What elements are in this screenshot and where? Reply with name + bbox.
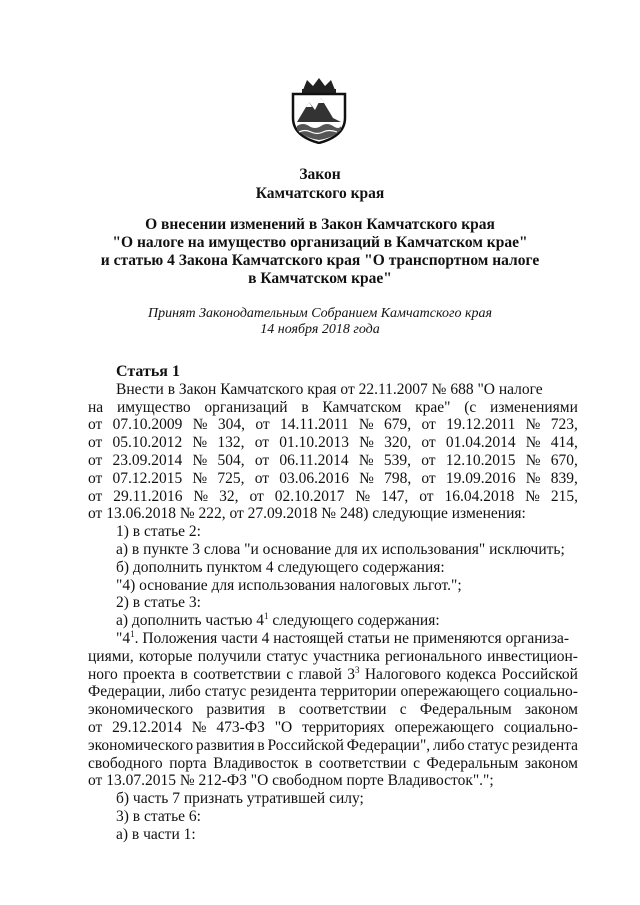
word: 02.10.2017 (274, 487, 345, 505)
body-line (88, 666, 578, 684)
word: на (88, 398, 104, 416)
word: в (301, 398, 309, 416)
word: Налогового (364, 665, 441, 683)
word: экономического (88, 701, 194, 719)
word: № (359, 469, 374, 487)
word: в (180, 665, 188, 683)
body-line: а) в пункте 3 слова "и основание для их использования" исключить; (116, 540, 565, 558)
word: от (88, 718, 103, 736)
word: от (255, 416, 270, 434)
subject-line: О внесении изменений в Закон Камчатского края (145, 216, 495, 233)
word: свободного (88, 754, 163, 772)
word: 504, (217, 451, 245, 469)
superscript: 3 (355, 664, 360, 675)
body-line (88, 683, 578, 701)
word: "О (274, 718, 293, 736)
word: 725, (217, 469, 245, 487)
word: от (88, 451, 103, 469)
word: территориях (302, 718, 385, 736)
word: Владивосток (213, 754, 299, 772)
word: участника (313, 647, 380, 665)
word: от (88, 487, 103, 505)
body-line (88, 630, 578, 648)
body-line (88, 648, 578, 666)
word: инвестицион- (487, 647, 578, 665)
word: Российской (267, 736, 344, 754)
text-run: . Положения части 4 настоящей статьи не применяются организа- (134, 629, 570, 647)
word: от (254, 434, 270, 452)
article-heading: Статья 1 (116, 363, 180, 380)
word: законом (524, 701, 578, 719)
word: от (249, 487, 264, 505)
word: статус (266, 647, 308, 665)
body-line (88, 488, 578, 506)
word: от (421, 434, 436, 452)
word: № (192, 469, 208, 487)
word: 29.12.2014 (112, 718, 182, 736)
word: изменениями (490, 398, 578, 416)
word: Федерации", (346, 736, 431, 754)
word: организаций (204, 398, 288, 416)
law-subject (60, 216, 580, 288)
word: законом (524, 754, 578, 772)
subject-line: в Камчатском крае" (248, 270, 392, 287)
word: 01.10.2013 (279, 434, 349, 452)
body-line: а) в части 1: (116, 825, 196, 843)
word: 03.06.2016 (279, 469, 349, 487)
word: Федеральным (426, 754, 519, 772)
word: № (358, 451, 374, 469)
word: 147, (381, 487, 409, 505)
body-line (88, 452, 578, 470)
word: от (254, 451, 270, 469)
word: социально- (503, 683, 578, 701)
word: № (192, 451, 208, 469)
word: 320, (384, 434, 412, 452)
body-line: б) дополнить пунктом 4 следующего содержания: (116, 558, 445, 576)
word: ного (88, 665, 118, 683)
word: от (421, 416, 436, 434)
word: № (355, 487, 371, 505)
word: соответствии (298, 701, 387, 719)
word: с (286, 665, 294, 683)
word: от (421, 451, 436, 469)
word: № (192, 434, 208, 452)
word: 16.04.2018 (444, 487, 515, 505)
word: № (525, 451, 541, 469)
body-line (88, 719, 578, 737)
word: 07.12.2015 (112, 469, 183, 487)
body-line (88, 701, 578, 719)
word: 723, (550, 416, 578, 434)
adoption-note (60, 306, 580, 338)
word: от (254, 469, 270, 487)
body-line: 2) в статье 3: (116, 594, 201, 612)
chapter-ref (347, 666, 359, 684)
body-line: б) часть 7 признать утратившей силу; (116, 790, 364, 808)
word: 14.11.2011 (279, 416, 349, 434)
word: 32, (219, 487, 239, 505)
body-line (88, 399, 578, 417)
word: с (399, 701, 407, 719)
word: опережающего (394, 718, 494, 736)
word: 01.04.2014 (445, 434, 516, 452)
word: № (359, 434, 374, 452)
word: № (191, 718, 207, 736)
kamchatka-coat-of-arms-icon (289, 78, 349, 144)
word: получили (197, 647, 262, 665)
word: 473-ФЗ (216, 718, 265, 736)
word: 132, (217, 434, 245, 452)
text-run: следующего содержания: (268, 612, 440, 630)
word: от (88, 434, 103, 452)
text-run: 3 (347, 665, 355, 683)
body-line: от 13.06.2018 № 222, от 27.09.2018 № 248) следующие изменения: (88, 505, 526, 523)
body-line: 3) в статье 6: (116, 807, 201, 825)
word: 06.11.2014 (279, 451, 349, 469)
word: проекта (123, 665, 176, 683)
word: от (419, 487, 434, 505)
subject-line: "О налоге на имущество организаций в Камчатском крае" (112, 234, 528, 251)
body-line: от 13.07.2015 № 212-ФЗ "О свободном порте Владивосток"."; (88, 772, 494, 790)
body-line: 1) в статье 2: (116, 523, 201, 541)
word: 07.10.2009 (112, 416, 183, 434)
word: главой (298, 665, 342, 683)
body-line (88, 434, 578, 452)
word: 798, (384, 469, 412, 487)
word: экономического (88, 736, 194, 754)
word: резидента (511, 736, 578, 754)
word: от (88, 416, 103, 434)
word: соответствии (193, 665, 281, 683)
word: кодекса (446, 665, 497, 683)
word: резидента (250, 683, 317, 701)
word: социально- (503, 718, 578, 736)
word: (с (464, 398, 477, 416)
word: № (525, 487, 540, 505)
word: 304, (217, 416, 245, 434)
adoption-date: 14 ноября 2018 года (260, 322, 380, 337)
word: 19.09.2016 (445, 469, 516, 487)
word: 19.12.2011 (446, 416, 516, 434)
word: либо (433, 736, 465, 754)
law-title: Закон (299, 166, 341, 183)
word: циями, (88, 647, 134, 665)
word: имущество (116, 398, 191, 416)
word: Федеральным (419, 701, 512, 719)
word: опережающего (400, 683, 500, 701)
word: Российской (501, 665, 578, 683)
word: соответствии (318, 754, 407, 772)
body-line (88, 737, 578, 755)
word: № (525, 416, 541, 434)
word: 414, (550, 434, 578, 452)
word: с (413, 754, 420, 772)
law-body (88, 363, 578, 844)
word: в (257, 736, 265, 754)
word: 539, (383, 451, 411, 469)
region-name: Камчатского края (255, 185, 385, 202)
word: развития (195, 736, 255, 754)
word: 05.10.2012 (112, 434, 183, 452)
word: № (358, 416, 374, 434)
word: от (421, 469, 436, 487)
word: № (192, 416, 208, 434)
word: регионального (385, 647, 482, 665)
text-run: а) дополнить частью 4 (116, 612, 265, 630)
word: статус (204, 683, 247, 701)
word: 215, (550, 487, 578, 505)
subject-line: и статью 4 Закона Камчатского края "О транспортном налоге (100, 252, 540, 269)
word: территории (320, 683, 397, 701)
word: которые (138, 647, 193, 665)
word: развития (206, 701, 265, 719)
word: статус (467, 736, 510, 754)
superscript: 1 (130, 628, 135, 639)
body-line (88, 612, 578, 630)
text-run: "4 (116, 629, 131, 647)
word: № (525, 434, 541, 452)
word: № (193, 487, 209, 505)
word: от (88, 469, 103, 487)
body-line (88, 755, 578, 773)
word: 679, (384, 416, 412, 434)
body-line (88, 416, 578, 434)
word: 29.11.2016 (113, 487, 183, 505)
word: Камчатском (322, 398, 402, 416)
word: крае" (415, 398, 451, 416)
word: 839, (550, 469, 578, 487)
word: либо (169, 683, 201, 701)
superscript: 1 (264, 611, 269, 621)
word: № (525, 469, 541, 487)
word: 23.09.2014 (112, 451, 183, 469)
word: порта (169, 754, 207, 772)
word: 670, (550, 451, 578, 469)
adoption-body: Принят Законодательным Собранием Камчатского края (147, 306, 493, 321)
word: 12.10.2015 (445, 451, 516, 469)
body-line (88, 470, 578, 488)
word: Федерации, (88, 683, 166, 701)
word: в (278, 701, 286, 719)
body-line: "4) основание для использования налоговых льгот."; (116, 576, 462, 594)
word: в (305, 754, 313, 772)
body-line: Внести в Закон Камчатского края от 22.11.2007 № 688 "О налоге (116, 380, 543, 398)
